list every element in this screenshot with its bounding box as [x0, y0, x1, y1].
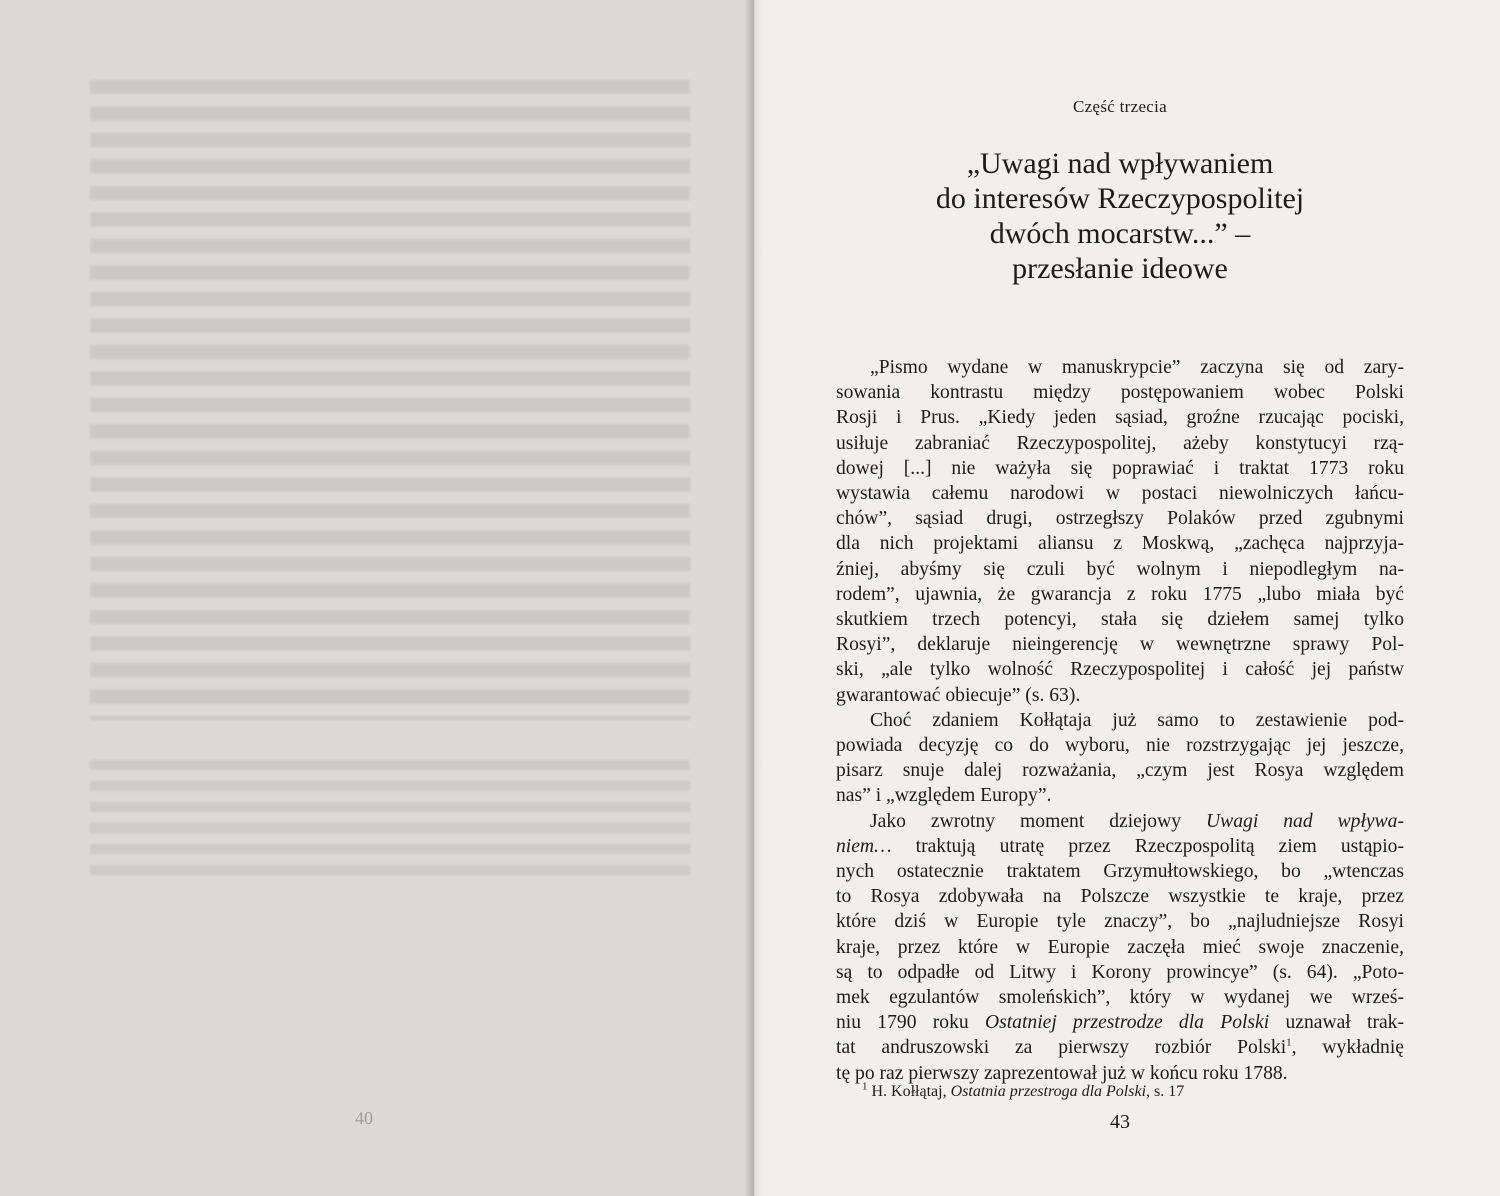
chapter-title-line: dwóch mocarstw...” –: [989, 217, 1251, 250]
text-line: gwarantować obiecuje” (s. 63).: [836, 684, 1081, 706]
text-line: Choć zdaniem Kołłątaja już samo to zestawienie pod-: [870, 709, 1404, 731]
text-line: tę po raz pierwszy zaprezentował już w końcu roku 1788.: [836, 1062, 1288, 1084]
text-line: [836, 1035, 1404, 1060]
text-line: [836, 1010, 1404, 1035]
book-title-italic: niem…: [836, 835, 892, 857]
text-line: [836, 809, 1404, 834]
show-through-page-number: 40: [355, 1108, 373, 1128]
text-line: kraje, przez które w Europie zaczęła mieć swoje znaczenie,: [836, 936, 1404, 958]
text-line: które dziś w Europie tyle znaczy”, bo „najludniejsze Rosyi: [836, 911, 1404, 933]
running-header: Część trzecia: [1072, 97, 1168, 116]
text-line: to Rosya zdobywała na Polszcze wszystkie te kraje, przez: [836, 886, 1404, 908]
text-line: powiada decyzję co do wyboru, nie rozstrzygając jej jeszcze,: [836, 735, 1404, 757]
text-segment: niu 1790 roku: [836, 1012, 969, 1034]
footnote-author: H. Kołłątaj,: [871, 1083, 947, 1100]
text-line: [836, 834, 1404, 859]
footnote-marker: 1: [862, 1080, 868, 1093]
footnote: [862, 1080, 1185, 1101]
chapter-title-line: przesłanie ideowe: [1012, 252, 1228, 285]
text-line: „Pismo wydane w manuskrypcie” zaczyna się od zary-: [870, 357, 1404, 378]
text-segment: Jako zwrotny moment dziejowy: [870, 810, 1182, 832]
footnote-reference[interactable]: 1: [1286, 1036, 1292, 1049]
text-line: pisarz snuje dalej rozważania, „czym jest Rosya względem: [836, 760, 1404, 782]
text-segment: traktują utratę przez Rzeczpospolitą ziem ustąpio-: [915, 835, 1404, 857]
show-through-footnotes: [90, 760, 690, 880]
text-segment: , wykładnię: [1291, 1037, 1404, 1059]
text-segment: uznawał trak-: [1285, 1012, 1404, 1034]
chapter-title-line: „Uwagi nad wpływaniem: [966, 147, 1274, 180]
text-line: rodem”, ujawnia, że gwarancja z roku 1775 „lubo miała być: [836, 583, 1404, 605]
text-segment: tat andruszowski za pierwszy rozbiór Polski: [836, 1037, 1287, 1059]
book-title-italic: Uwagi nad wpływa-: [1206, 810, 1405, 832]
footnote-title: Ostatnia przestroga dla Polski: [950, 1083, 1147, 1100]
text-line: skutkiem trzech potencyi, stała się dziełem samej tylko: [836, 609, 1404, 631]
text-line: wystawia całemu narodowi w postaci niewolniczych łańcu-: [836, 483, 1404, 505]
text-line: źniej, abyśmy się czuli być wolnym i niepodległym na-: [836, 558, 1404, 580]
text-line: sowania kontrastu między postępowaniem wobec Polski: [836, 382, 1404, 404]
book-title-italic: Ostatniej przestrodze dla Polski: [984, 1012, 1270, 1034]
text-line: dla nich projektami aliansu z Moskwą, „zachęca najprzyja-: [836, 533, 1404, 555]
text-line: nych ostatecznie traktatem Grzymułtowskiego, bo „wtenczas: [836, 861, 1404, 883]
page-number: 43: [1110, 1111, 1130, 1133]
chapter-title: [836, 146, 1404, 286]
body-text: [836, 355, 1404, 1086]
text-line: dowej [...] nie ważyła się poprawiać i traktat 1773 roku: [836, 457, 1404, 479]
text-line: Rosji i Prus. „Kiedy jeden sąsiad, groźne rzucając pociski,: [836, 407, 1404, 429]
text-line: chów”, sąsiad drugi, ostrzegłszy Polaków przed zgubnymi: [836, 508, 1404, 530]
text-line: nas” i „względem Europy”.: [836, 785, 1052, 807]
footnote-page: , s. 17: [1146, 1083, 1185, 1100]
text-line: mek egzulantów smoleńskich”, który w wydanej we wrześ-: [836, 987, 1404, 1009]
text-line: Rosyi”, deklaruje nieingerencję w wewnętrzne sprawy Pol-: [836, 634, 1404, 656]
text-line: ski, „ale tylko wolność Rzeczypospolitej i całość jej państw: [836, 659, 1404, 681]
show-through-text: [90, 80, 690, 720]
book-gutter: [744, 0, 764, 1196]
text-line: są to odpadłe od Litwy i Korony prowincye” (s. 64). „Poto-: [836, 961, 1404, 983]
chapter-title-line: do interesów Rzeczypospolitej: [935, 182, 1305, 215]
text-line: usiłuje zabraniać Rzeczypospolitej, ażeby konstytucyi rzą-: [836, 432, 1404, 454]
